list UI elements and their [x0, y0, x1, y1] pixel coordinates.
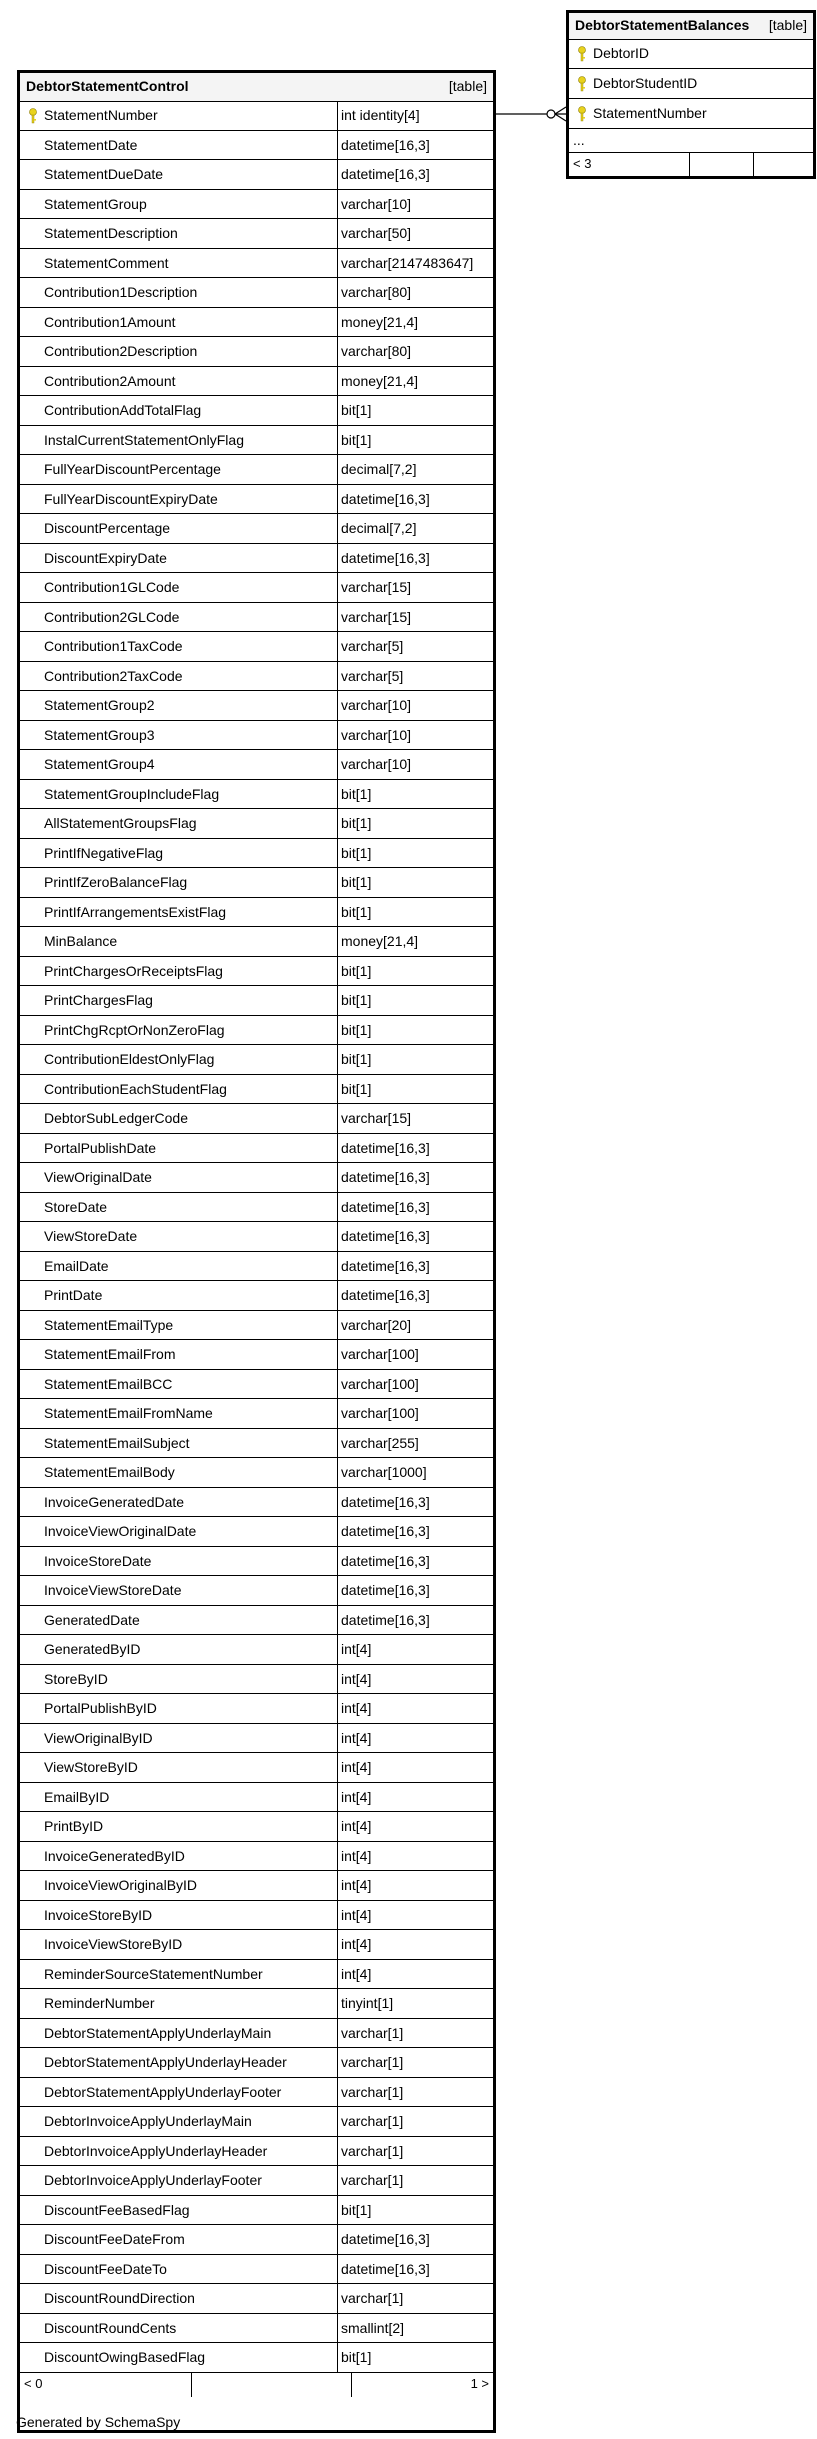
column-name: EmailDate [44, 1257, 109, 1274]
column-type: varchar[1] [337, 2166, 493, 2195]
column-name: ContributionEachStudentFlag [44, 1080, 227, 1097]
crows-foot-upper [555, 107, 566, 114]
column-type: varchar[100] [337, 1399, 493, 1428]
column-type: int[4] [337, 1812, 493, 1841]
column-name: Contribution1Amount [44, 313, 176, 330]
column-type: varchar[1] [337, 2019, 493, 2048]
column-name: StatementEmailFromName [44, 1405, 213, 1421]
column-type: decimal[7,2] [337, 455, 493, 484]
column-type: datetime[16,3] [337, 485, 493, 514]
column-name: InvoiceStoreByID [44, 1906, 153, 1923]
zero-optional-marker [547, 110, 555, 118]
column-type: datetime[16,3] [337, 1517, 493, 1546]
column-type: varchar[15] [337, 1104, 493, 1133]
column-type: bit[1] [337, 396, 493, 425]
column-type: int[4] [337, 1930, 493, 1959]
column-name: PrintChargesOrReceiptsFlag [44, 962, 223, 979]
column-type: varchar[1] [337, 2137, 493, 2166]
column-type: datetime[16,3] [337, 1163, 493, 1192]
column-name: PrintIfArrangementsExistFlag [44, 903, 227, 920]
column-name: StatementDate [44, 136, 138, 153]
column-type: bit[1] [337, 426, 493, 455]
column-name: DebtorSubLedgerCode [44, 1110, 188, 1126]
column-type: varchar[80] [337, 337, 493, 366]
column-name: StatementGroup4 [44, 756, 155, 772]
parents-count: < 3 [573, 156, 592, 171]
column-type: datetime[16,3] [337, 1193, 493, 1222]
column-name: PortalPublishDate [44, 1139, 157, 1156]
column-type: varchar[100] [337, 1340, 493, 1369]
column-type: bit[1] [337, 868, 493, 897]
column-name: DebtorStatementApplyUnderlayHeader [44, 2054, 287, 2070]
column-name: PrintChgRcptOrNonZeroFlag [44, 1021, 225, 1038]
column-name: Contribution2TaxCode [44, 667, 183, 684]
column-type: varchar[80] [337, 278, 493, 307]
column-name: DiscountFeeBasedFlag [44, 2201, 190, 2218]
column-type: datetime[16,3] [337, 1606, 493, 1635]
column-name: StatementEmailSubject [44, 1434, 190, 1451]
column-name: MinBalance [44, 933, 118, 949]
crows-foot-lower [555, 114, 566, 121]
column-name: InvoiceViewStoreDate [44, 1582, 182, 1598]
column-name: StoreDate [44, 1198, 108, 1215]
column-name: StatementDueDate [44, 166, 164, 182]
column-type: varchar[10] [337, 750, 493, 779]
column-name: DebtorStatementApplyUnderlayFooter [44, 2083, 282, 2100]
column-type: bit[1] [337, 2343, 493, 2372]
column-type: bit[1] [337, 1045, 493, 1074]
column-name: StatementEmailBCC [44, 1375, 173, 1392]
column-name: PortalPublishByID [44, 1700, 157, 1716]
column-type: int[4] [337, 1694, 493, 1723]
column-type: int[4] [337, 1635, 493, 1664]
generated-by-label: Generated by SchemaSpy [16, 2414, 181, 2430]
children-count: 1 > [470, 2375, 489, 2391]
column-type: smallint[2] [337, 2314, 493, 2343]
column-type: bit[1] [337, 839, 493, 868]
column-type: varchar[15] [337, 603, 493, 632]
column-name: PrintByID [44, 1818, 104, 1834]
column-name: FullYearDiscountPercentage [44, 461, 221, 477]
column-name: InvoiceStoreDate [44, 1552, 152, 1569]
column-type: money[21,4] [337, 308, 493, 337]
column-type: tinyint[1] [337, 1989, 493, 2018]
table-title: DebtorStatementControl [26, 78, 189, 94]
column-type: datetime[16,3] [337, 1222, 493, 1251]
column-type: bit[1] [337, 957, 493, 986]
column-name: StatementGroup2 [44, 697, 155, 713]
column-type: money[21,4] [337, 367, 493, 396]
column-type: int[4] [337, 1724, 493, 1753]
column-type: varchar[1] [337, 2048, 493, 2077]
column-name: InstalCurrentStatementOnlyFlag [44, 431, 244, 448]
column-type: varchar[255] [337, 1429, 493, 1458]
column-type: int[4] [337, 1871, 493, 1900]
column-type: datetime[16,3] [337, 1134, 493, 1163]
column-type: bit[1] [337, 1075, 493, 1104]
column-type: int identity[4] [337, 101, 493, 130]
column-name: DebtorInvoiceApplyUnderlayHeader [44, 2142, 268, 2159]
column-type: varchar[10] [337, 691, 493, 720]
column-name: ViewStoreDate [44, 1228, 138, 1244]
column-name: DebtorStatementApplyUnderlayMain [44, 2024, 272, 2041]
column-name: GeneratedDate [44, 1611, 140, 1628]
column-type: bit[1] [337, 1016, 493, 1045]
column-type: datetime[16,3] [337, 2255, 493, 2284]
column-name: InvoiceViewStoreByID [44, 1936, 183, 1952]
column-type: datetime[16,3] [337, 2225, 493, 2254]
column-name: ViewStoreByID [44, 1759, 138, 1775]
column-type: money[21,4] [337, 927, 493, 956]
column-name: PrintChargesFlag [44, 992, 153, 1008]
column-type: bit[1] [337, 809, 493, 838]
column-type: varchar[15] [337, 573, 493, 602]
column-type: datetime[16,3] [337, 160, 493, 189]
column-name: StatementEmailType [44, 1316, 174, 1333]
column-name: InvoiceGeneratedDate [44, 1493, 185, 1510]
column-name: Contribution1Description [44, 284, 198, 300]
column-type: bit[1] [337, 2196, 493, 2225]
column-name: StatementGroup [44, 195, 147, 212]
column-name: ReminderNumber [44, 1995, 155, 2011]
column-name: DiscountPercentage [44, 520, 171, 536]
column-name: InvoiceViewOriginalByID [44, 1877, 198, 1893]
column-type: varchar[5] [337, 662, 493, 691]
column-type: varchar[1] [337, 2107, 493, 2136]
column-type: varchar[100] [337, 1370, 493, 1399]
column-type: varchar[50] [337, 219, 493, 248]
column-type: int[4] [337, 1842, 493, 1871]
column-name: AllStatementGroupsFlag [44, 815, 197, 831]
column-type: int[4] [337, 1665, 493, 1694]
column-name: StatementNumber [593, 105, 707, 121]
column-type: bit[1] [337, 986, 493, 1015]
column-name: PrintIfZeroBalanceFlag [44, 874, 188, 890]
parents-count: < 0 [24, 2375, 43, 2391]
column-name: FullYearDiscountExpiryDate [44, 490, 218, 507]
table-title: DebtorStatementBalances [575, 17, 750, 33]
column-name: ReminderSourceStatementNumber [44, 1965, 263, 1982]
column-type: datetime[16,3] [337, 1576, 493, 1605]
column-type: varchar[5] [337, 632, 493, 661]
column-name: Contribution2Description [44, 343, 198, 359]
column-name: GeneratedByID [44, 1641, 141, 1657]
column-type: varchar[1] [337, 2078, 493, 2107]
column-name: DebtorID [593, 45, 650, 61]
column-name: InvoiceViewOriginalDate [44, 1523, 197, 1539]
column-name: DiscountFeeDateFrom [44, 2231, 185, 2247]
column-name: StatementComment [44, 254, 169, 271]
column-name: DiscountExpiryDate [44, 549, 167, 566]
column-name: EmailByID [44, 1788, 110, 1805]
column-name: DebtorInvoiceApplyUnderlayFooter [44, 2172, 262, 2188]
column-name: InvoiceGeneratedByID [44, 1847, 185, 1864]
ellipsis: ... [573, 132, 585, 148]
column-name: PrintIfNegativeFlag [44, 844, 164, 861]
column-type: datetime[16,3] [337, 1252, 493, 1281]
column-type: decimal[7,2] [337, 514, 493, 543]
column-name: StatementEmailFrom [44, 1346, 176, 1362]
column-type: varchar[2147483647] [337, 249, 493, 278]
column-name: PrintDate [44, 1287, 103, 1303]
column-name: Contribution2GLCode [44, 608, 180, 625]
column-name: Contribution1TaxCode [44, 638, 183, 654]
column-name: StatementGroupIncludeFlag [44, 785, 220, 802]
column-type: bit[1] [337, 780, 493, 809]
column-name: Contribution1GLCode [44, 579, 180, 595]
column-type: datetime[16,3] [337, 1547, 493, 1576]
column-name: ContributionEldestOnlyFlag [44, 1051, 215, 1067]
column-type: int[4] [337, 1783, 493, 1812]
column-name: DiscountRoundCents [44, 2319, 177, 2336]
column-type: varchar[1] [337, 2284, 493, 2313]
column-type: datetime[16,3] [337, 1488, 493, 1517]
column-name: DebtorStudentID [593, 75, 698, 91]
column-name: StoreByID [44, 1670, 108, 1687]
column-type: datetime[16,3] [337, 544, 493, 573]
column-type: bit[1] [337, 898, 493, 927]
column-type: varchar[20] [337, 1311, 493, 1340]
column-name: DiscountRoundDirection [44, 2290, 195, 2306]
column-name: DebtorInvoiceApplyUnderlayMain [44, 2113, 252, 2129]
column-name: StatementNumber [44, 107, 158, 123]
table-kind-label: [table] [448, 78, 487, 94]
column-name: DiscountFeeDateTo [44, 2260, 167, 2277]
column-type: datetime[16,3] [337, 1281, 493, 1310]
column-name: ViewOriginalByID [44, 1729, 153, 1746]
column-type: varchar[1000] [337, 1458, 493, 1487]
column-type: int[4] [337, 1901, 493, 1930]
column-name: ViewOriginalDate [44, 1169, 152, 1185]
column-type: int[4] [337, 1753, 493, 1782]
column-name: DiscountOwingBasedFlag [44, 2349, 206, 2365]
table-kind-label: [table] [768, 17, 807, 33]
column-name: StatementDescription [44, 225, 178, 241]
column-type: varchar[10] [337, 721, 493, 750]
column-name: Contribution2Amount [44, 372, 176, 389]
column-name: StatementEmailBody [44, 1464, 175, 1480]
column-name: StatementGroup3 [44, 726, 155, 743]
column-type: int[4] [337, 1960, 493, 1989]
column-name: ContributionAddTotalFlag [44, 402, 202, 418]
column-type: varchar[10] [337, 190, 493, 219]
column-type: datetime[16,3] [337, 131, 493, 160]
